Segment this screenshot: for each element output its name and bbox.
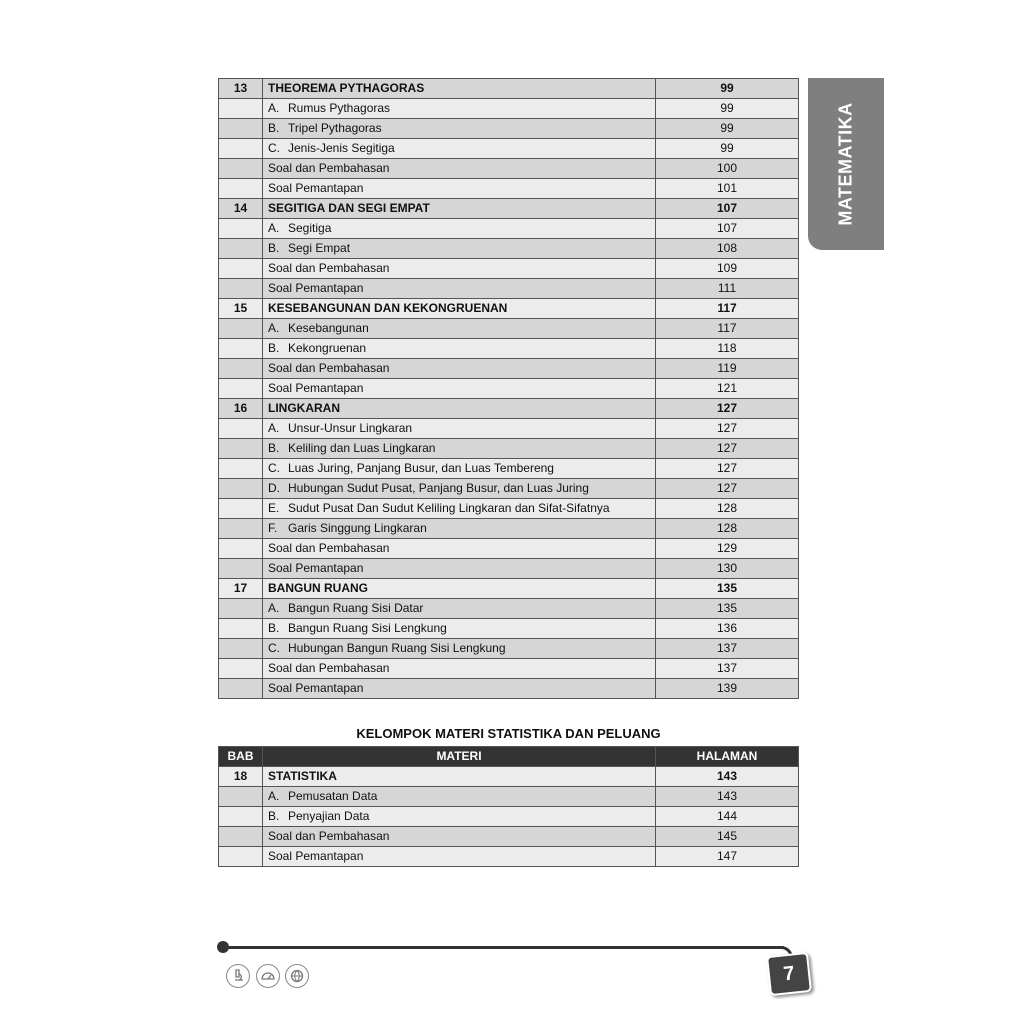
materi-cell	[263, 279, 656, 299]
materi-text: Segi Empat	[288, 241, 351, 255]
materi-text: KESEBANGUNAN DAN KEKONGRUENAN	[268, 301, 508, 315]
item-letter: A.	[268, 421, 280, 435]
bab-cell	[219, 479, 263, 499]
materi-text: Sudut Pusat Dan Sudut Keliling Lingkaran dan Sifat-Sifatnya	[288, 501, 610, 515]
bab-cell: 18	[219, 767, 263, 787]
halaman-cell: 127	[656, 439, 799, 459]
materi-text: Soal Pemantapan	[268, 381, 364, 395]
bab-cell	[219, 339, 263, 359]
bab-cell	[219, 807, 263, 827]
item-letter: E.	[268, 501, 280, 515]
materi-cell	[263, 219, 656, 239]
materi-text: LINGKARAN	[268, 401, 340, 415]
item-letter: C.	[268, 141, 280, 155]
materi-text: Soal dan Pembahasan	[268, 261, 390, 275]
table-row	[219, 827, 799, 847]
halaman-cell: 99	[656, 139, 799, 159]
table-row	[219, 179, 799, 199]
halaman-cell: 137	[656, 659, 799, 679]
table-row	[219, 419, 799, 439]
halaman-cell: 130	[656, 559, 799, 579]
materi-cell	[263, 79, 656, 99]
halaman-cell: 101	[656, 179, 799, 199]
table-row	[219, 239, 799, 259]
bab-cell	[219, 359, 263, 379]
materi-text: Soal dan Pembahasan	[268, 661, 390, 675]
item-letter: A.	[268, 789, 280, 803]
table-row	[219, 659, 799, 679]
item-letter: C.	[268, 461, 280, 475]
bab-cell	[219, 659, 263, 679]
halaman-cell: 143	[656, 767, 799, 787]
bab-cell: 14	[219, 199, 263, 219]
materi-text: Soal Pemantapan	[268, 681, 364, 695]
halaman-cell: 109	[656, 259, 799, 279]
halaman-cell: 147	[656, 847, 799, 867]
item-letter: A.	[268, 321, 280, 335]
item-letter: D.	[268, 481, 280, 495]
toc-table-2-body	[219, 767, 799, 867]
subject-label: MATEMATIKA	[835, 102, 856, 226]
bab-cell	[219, 519, 263, 539]
item-letter: A.	[268, 101, 280, 115]
halaman-cell: 144	[656, 807, 799, 827]
materi-cell	[263, 807, 656, 827]
protractor-icon	[256, 964, 280, 988]
table-row	[219, 119, 799, 139]
materi-text: Soal dan Pembahasan	[268, 361, 390, 375]
halaman-cell: 127	[656, 419, 799, 439]
materi-text: Rumus Pythagoras	[288, 101, 391, 115]
materi-cell	[263, 159, 656, 179]
bab-cell: 13	[219, 79, 263, 99]
table-row	[219, 559, 799, 579]
table-row	[219, 159, 799, 179]
halaman-cell: 99	[656, 119, 799, 139]
materi-cell	[263, 639, 656, 659]
halaman-cell: 118	[656, 339, 799, 359]
materi-text: Kesebangunan	[288, 321, 369, 335]
materi-cell	[263, 659, 656, 679]
chapter-row	[219, 399, 799, 419]
toc-table-1	[218, 78, 799, 699]
item-letter: B.	[268, 621, 280, 635]
materi-cell	[263, 359, 656, 379]
table-row	[219, 279, 799, 299]
item-letter: B.	[268, 809, 280, 823]
halaman-cell: 128	[656, 519, 799, 539]
bab-cell	[219, 439, 263, 459]
bab-cell	[219, 179, 263, 199]
table-row	[219, 339, 799, 359]
materi-text: Segitiga	[288, 221, 332, 235]
materi-text: STATISTIKA	[268, 769, 337, 783]
table-row	[219, 99, 799, 119]
table-row	[219, 139, 799, 159]
materi-text: Unsur-Unsur Lingkaran	[288, 421, 413, 435]
item-letter: C.	[268, 641, 280, 655]
materi-cell	[263, 559, 656, 579]
materi-cell	[263, 767, 656, 787]
materi-cell	[263, 199, 656, 219]
halaman-cell: 127	[656, 399, 799, 419]
table-row	[219, 679, 799, 699]
subject-side-tab	[808, 78, 884, 250]
halaman-cell: 127	[656, 459, 799, 479]
materi-text: Penyajian Data	[288, 809, 370, 823]
bab-cell: 16	[219, 399, 263, 419]
halaman-cell: 99	[656, 79, 799, 99]
bab-cell	[219, 419, 263, 439]
bab-cell	[219, 239, 263, 259]
item-letter: F.	[268, 521, 278, 535]
materi-text: Soal dan Pembahasan	[268, 829, 390, 843]
materi-text: Kekongruenan	[288, 341, 367, 355]
halaman-cell: 135	[656, 579, 799, 599]
materi-cell	[263, 539, 656, 559]
bab-cell	[219, 499, 263, 519]
materi-cell	[263, 419, 656, 439]
table-row	[219, 459, 799, 479]
materi-cell	[263, 459, 656, 479]
bab-cell	[219, 159, 263, 179]
materi-cell	[263, 139, 656, 159]
item-letter: A.	[268, 221, 280, 235]
header-halaman: HALAMAN	[656, 747, 799, 767]
materi-text: Pemusatan Data	[288, 789, 378, 803]
materi-cell	[263, 519, 656, 539]
materi-cell	[263, 299, 656, 319]
halaman-cell: 117	[656, 319, 799, 339]
globe-icon	[285, 964, 309, 988]
materi-text: Soal Pemantapan	[268, 181, 364, 195]
halaman-cell: 145	[656, 827, 799, 847]
materi-cell	[263, 99, 656, 119]
materi-text: Soal dan Pembahasan	[268, 161, 390, 175]
halaman-cell: 117	[656, 299, 799, 319]
table-header-row	[219, 747, 799, 767]
materi-text: Luas Juring, Panjang Busur, dan Luas Tembereng	[288, 461, 554, 475]
chapter-row	[219, 299, 799, 319]
materi-text: Soal Pemantapan	[268, 561, 364, 575]
materi-text: Soal Pemantapan	[268, 281, 364, 295]
table-row	[219, 359, 799, 379]
materi-cell	[263, 579, 656, 599]
bab-cell: 17	[219, 579, 263, 599]
halaman-cell: 107	[656, 219, 799, 239]
toc-table-2	[218, 746, 799, 867]
materi-text: THEOREMA PYTHAGORAS	[268, 81, 425, 95]
materi-cell	[263, 827, 656, 847]
table-row	[219, 259, 799, 279]
materi-text: Bangun Ruang Sisi Lengkung	[288, 621, 447, 635]
bab-cell	[219, 459, 263, 479]
halaman-cell: 139	[656, 679, 799, 699]
bab-cell	[219, 827, 263, 847]
bab-cell	[219, 279, 263, 299]
materi-text: Garis Singgung Lingkaran	[288, 521, 427, 535]
item-letter: A.	[268, 601, 280, 615]
materi-text: Jenis-Jenis Segitiga	[288, 141, 395, 155]
halaman-cell: 129	[656, 539, 799, 559]
table-row	[219, 379, 799, 399]
bab-cell	[219, 599, 263, 619]
halaman-cell: 127	[656, 479, 799, 499]
materi-cell	[263, 439, 656, 459]
materi-cell	[263, 619, 656, 639]
item-letter: B.	[268, 241, 280, 255]
bab-cell	[219, 619, 263, 639]
table-row	[219, 787, 799, 807]
materi-cell	[263, 479, 656, 499]
halaman-cell: 108	[656, 239, 799, 259]
table-row	[219, 539, 799, 559]
materi-cell	[263, 847, 656, 867]
materi-cell	[263, 679, 656, 699]
bab-cell	[219, 259, 263, 279]
table-row	[219, 619, 799, 639]
table-row	[219, 639, 799, 659]
toc-table-1-body	[219, 79, 799, 699]
bab-cell	[219, 99, 263, 119]
table-row	[219, 807, 799, 827]
halaman-cell: 99	[656, 99, 799, 119]
bab-cell	[219, 639, 263, 659]
halaman-cell: 119	[656, 359, 799, 379]
materi-cell	[263, 119, 656, 139]
chapter-row	[219, 79, 799, 99]
halaman-cell: 100	[656, 159, 799, 179]
chapter-row	[219, 579, 799, 599]
halaman-cell: 111	[656, 279, 799, 299]
materi-cell	[263, 319, 656, 339]
item-letter: B.	[268, 121, 280, 135]
table-row	[219, 219, 799, 239]
bab-cell	[219, 219, 263, 239]
bab-cell	[219, 539, 263, 559]
bab-cell	[219, 119, 263, 139]
halaman-cell: 128	[656, 499, 799, 519]
table-row	[219, 319, 799, 339]
bab-cell	[219, 139, 263, 159]
halaman-cell: 135	[656, 599, 799, 619]
table-row	[219, 439, 799, 459]
materi-text: Soal dan Pembahasan	[268, 541, 390, 555]
materi-cell	[263, 787, 656, 807]
materi-cell	[263, 379, 656, 399]
item-letter: B.	[268, 341, 280, 355]
materi-cell	[263, 499, 656, 519]
table-row	[219, 479, 799, 499]
footer-line	[222, 946, 784, 949]
materi-cell	[263, 399, 656, 419]
table-row	[219, 847, 799, 867]
bab-cell	[219, 847, 263, 867]
materi-text: BANGUN RUANG	[268, 581, 368, 595]
bab-cell	[219, 379, 263, 399]
halaman-cell: 136	[656, 619, 799, 639]
bab-cell	[219, 559, 263, 579]
materi-text: Soal Pemantapan	[268, 849, 364, 863]
halaman-cell: 137	[656, 639, 799, 659]
materi-text: Hubungan Bangun Ruang Sisi Lengkung	[288, 641, 506, 655]
table-row	[219, 519, 799, 539]
bab-cell: 15	[219, 299, 263, 319]
table-row	[219, 499, 799, 519]
bab-cell	[219, 787, 263, 807]
materi-text: Keliling dan Luas Lingkaran	[288, 441, 436, 455]
bab-cell	[219, 679, 263, 699]
microscope-icon	[226, 964, 250, 988]
materi-cell	[263, 599, 656, 619]
materi-text: SEGITIGA DAN SEGI EMPAT	[268, 201, 430, 215]
chapter-row	[219, 767, 799, 787]
halaman-cell: 107	[656, 199, 799, 219]
chapter-row	[219, 199, 799, 219]
halaman-cell: 143	[656, 787, 799, 807]
materi-cell	[263, 239, 656, 259]
materi-cell	[263, 339, 656, 359]
header-bab: BAB	[219, 747, 263, 767]
materi-cell	[263, 179, 656, 199]
bab-cell	[219, 319, 263, 339]
table-row	[219, 599, 799, 619]
page-number: 7	[766, 952, 812, 996]
materi-text: Hubungan Sudut Pusat, Panjang Busur, dan Luas Juring	[288, 481, 589, 495]
materi-text: Tripel Pythagoras	[288, 121, 382, 135]
materi-text: Bangun Ruang Sisi Datar	[288, 601, 424, 615]
materi-cell	[263, 259, 656, 279]
halaman-cell: 121	[656, 379, 799, 399]
item-letter: B.	[268, 441, 280, 455]
section-title: KELOMPOK MATERI STATISTIKA DAN PELUANG	[356, 726, 661, 741]
header-materi: MATERI	[263, 747, 656, 767]
